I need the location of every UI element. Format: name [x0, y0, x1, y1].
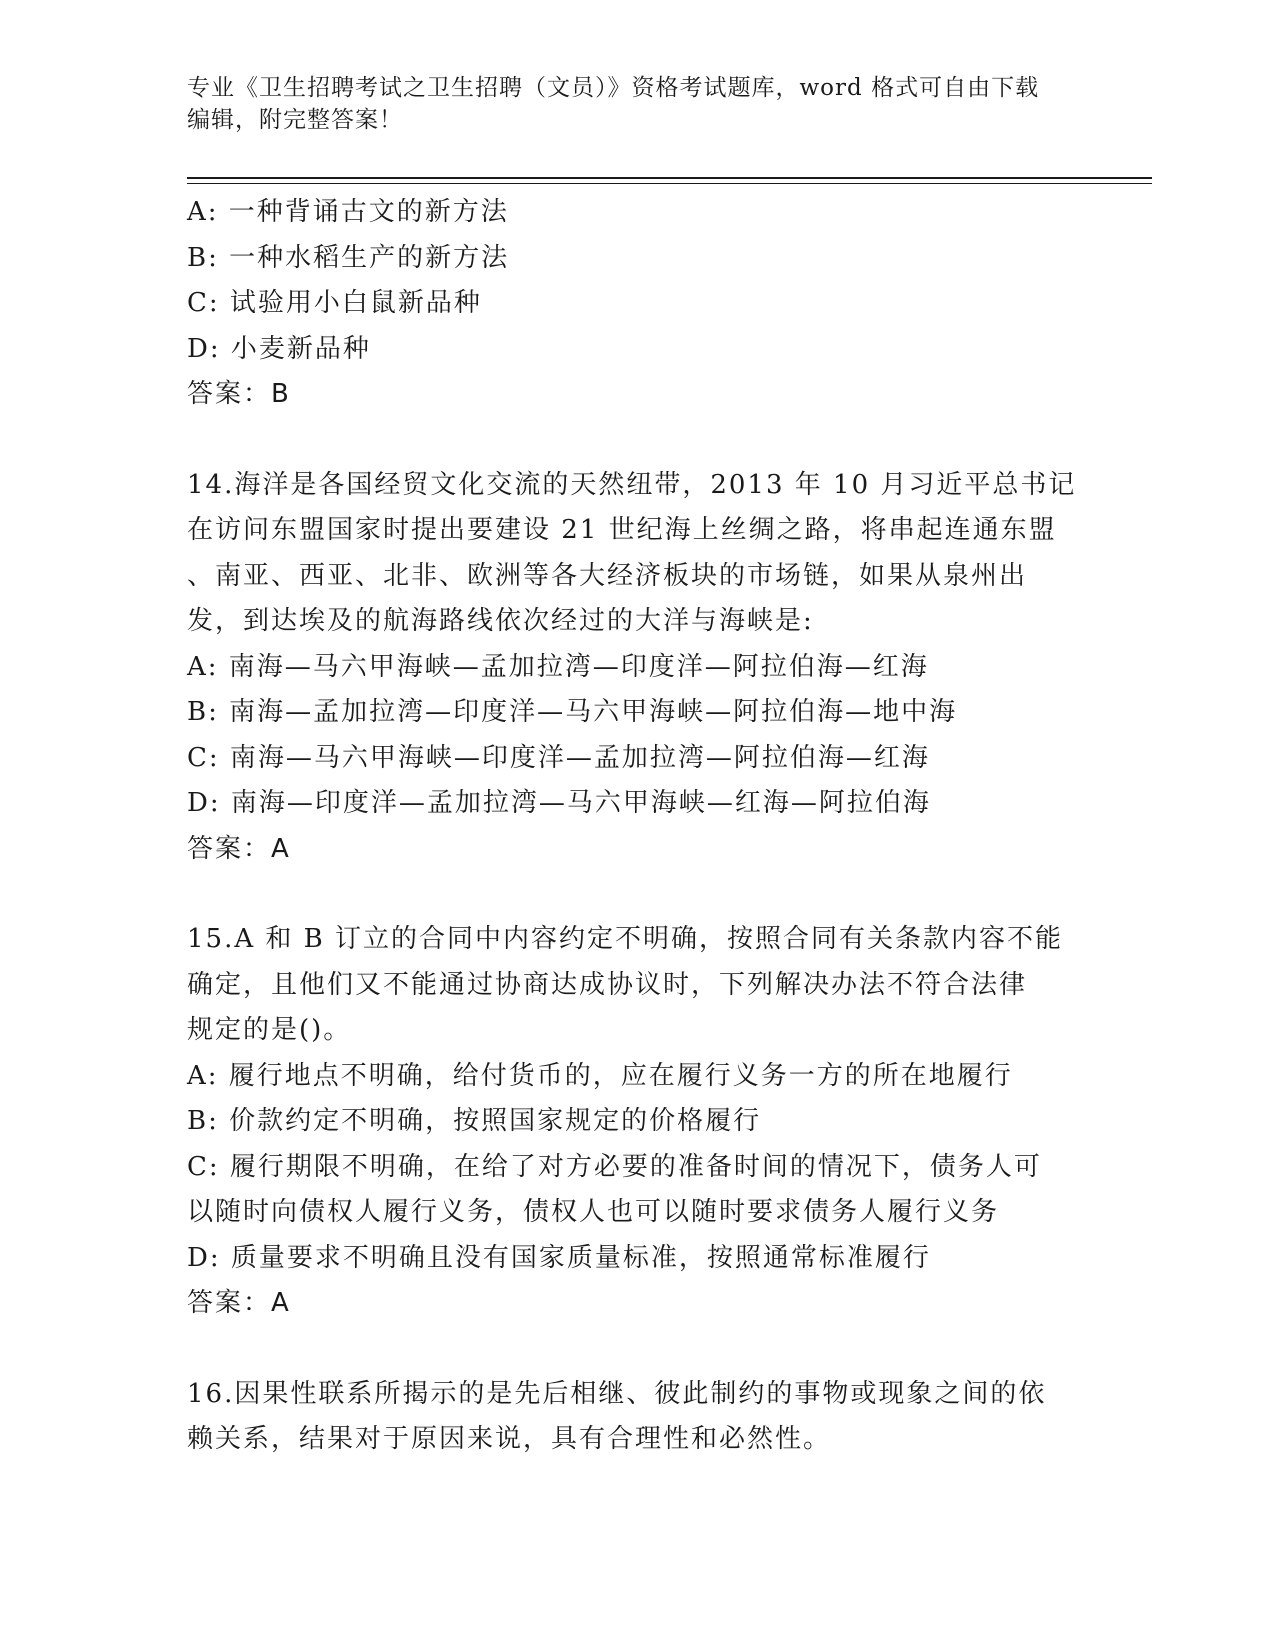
option-c-continued: 以随时向债权人履行义务，债权人也可以随时要求债务人履行义务: [187, 1197, 1000, 1227]
question-15: [187, 917, 1087, 1327]
answer: 答案：A: [187, 1288, 291, 1318]
option-b: B: 一种水稻生产的新方法: [187, 242, 510, 273]
question-text-line: 赖关系，结果对于原因来说，具有合理性和必然性。: [187, 1424, 832, 1454]
document-header: [187, 72, 1067, 136]
answer: 答案：A: [187, 833, 291, 864]
question-text-line: 发，到达埃及的航海路线依次经过的大洋与海峡是:: [187, 606, 814, 636]
question-14: [187, 463, 1087, 873]
question-content: [187, 190, 1087, 1463]
question-text-line: 规定的是()。: [187, 1015, 352, 1045]
option-c: C: 试验用小白鼠新品种: [187, 288, 482, 318]
header-divider-thin: [187, 183, 1152, 184]
option-d: D: 质量要求不明确且没有国家质量标准，按照通常标准履行: [187, 1242, 931, 1273]
question-text-line: 15.A 和 B 订立的合同中内容约定不明确，按照合同有关条款内容不能: [187, 924, 1064, 954]
question-16: [187, 1372, 1087, 1463]
option-c: C: 南海—马六甲海峡—印度洋—孟加拉湾—阿拉伯海—红海: [187, 742, 930, 773]
question-13: [187, 190, 1087, 418]
header-line-2: 编辑，附完整答案！: [187, 107, 403, 133]
option-b: B: 南海—孟加拉湾—印度洋—马六甲海峡—阿拉伯海—地中海: [187, 697, 958, 727]
answer: 答案：B: [187, 379, 291, 409]
question-text-line: 14.海洋是各国经贸文化交流的天然纽带，2013 年 10 月习近平总书记: [187, 469, 1077, 500]
option-b: B: 价款约定不明确，按照国家规定的价格履行: [187, 1106, 762, 1136]
option-a: A: 履行地点不明确，给付货币的，应在履行义务一方的所在地履行: [187, 1060, 1013, 1091]
option-a: A: 一种背诵古文的新方法: [187, 197, 509, 227]
question-text-line: 在访问东盟国家时提出要建设 21 世纪海上丝绸之路，将串起连通东盟: [187, 515, 1057, 545]
header-line-1: 专业《卫生招聘考试之卫生招聘（文员）》资格考试题库，word 格式可自由下载: [187, 75, 1040, 101]
option-c: C: 履行期限不明确，在给了对方必要的准备时间的情况下，债务人可: [187, 1151, 1042, 1182]
header-divider-thick: [187, 177, 1152, 179]
option-d: D: 小麦新品种: [187, 333, 371, 364]
question-text-line: 、南亚、西亚、北非、欧洲等各大经济板块的市场链，如果从泉州出: [187, 560, 1028, 591]
option-a: A: 南海—马六甲海峡—孟加拉湾—印度洋—阿拉伯海—红海: [187, 651, 929, 682]
question-text-line: 16.因果性联系所揭示的是先后相继、彼此制约的事物或现象之间的依: [187, 1378, 1047, 1409]
question-text-line: 确定，且他们又不能通过协商达成协议时，下列解决办法不符合法律: [187, 969, 1028, 1000]
option-d: D: 南海—印度洋—孟加拉湾—马六甲海峡—红海—阿拉伯海: [187, 788, 931, 818]
